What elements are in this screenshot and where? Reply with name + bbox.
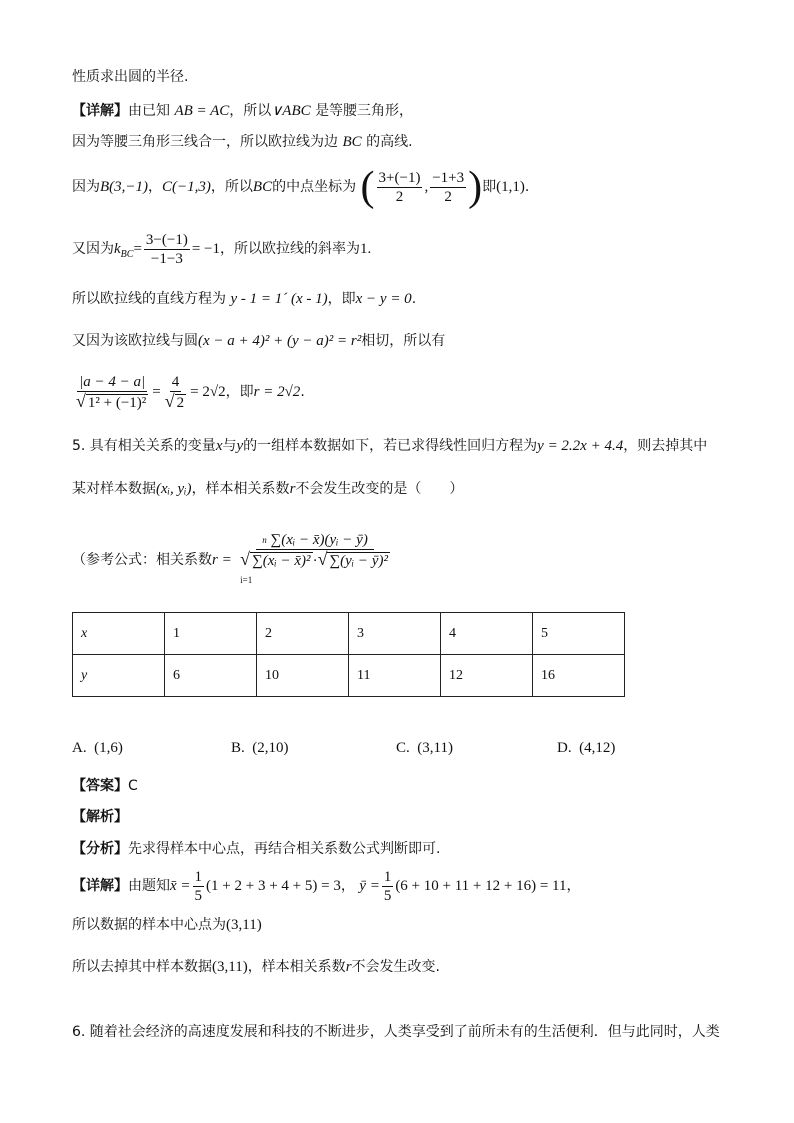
reference-formula (72, 520, 394, 600)
math: k (114, 241, 121, 257)
text: 所以去掉其中样本数据 (72, 959, 212, 975)
table-cell: 10 (257, 655, 349, 697)
math: AB = AC (174, 103, 230, 119)
text: 因为等腰三角形三线合一，所以欧拉线为边 (72, 134, 338, 150)
text: 不会发生改变. (351, 959, 440, 975)
detail-tag: 【详解】 (72, 103, 128, 119)
right-paren: ) (468, 164, 483, 210)
question-6-line (72, 1022, 720, 1042)
text: 由题知 (128, 878, 170, 894)
text: ，则去掉其中 (623, 438, 708, 454)
question-5-line-2 (72, 479, 463, 499)
fraction: $\frac{3-(-1)}{-1-3}$ (145, 231, 188, 267)
text: ，即 (327, 291, 356, 307)
math: ȳ = (359, 878, 380, 894)
math: (1,1) (496, 179, 525, 195)
text: 的一组样本数据如下，若已求得线性回归方程为 (243, 438, 538, 454)
left-paren: ( (360, 164, 375, 210)
math: (3,11) (212, 959, 248, 975)
math: = 2√2 (190, 384, 226, 400)
fraction: $\frac{1}{5}$ (383, 868, 392, 904)
answer-line (72, 776, 138, 796)
option-a: A. (1,6) (72, 740, 123, 756)
text: 所以数据的样本中心点为 (72, 917, 226, 933)
text: 又因为 (72, 241, 114, 257)
math: B(3,−1) (100, 179, 149, 195)
text: . (411, 291, 417, 307)
text: ， (340, 878, 355, 894)
fraction: $\frac{1}{5}$ (194, 868, 203, 904)
text: 因为 (72, 179, 100, 195)
text: 是等腰三角形， (315, 103, 414, 119)
text: 相切，所以有 (361, 333, 446, 349)
text: 的中点坐标为 (272, 179, 357, 195)
table-cell: 4 (441, 613, 533, 655)
text-line (72, 229, 371, 275)
math: y = 2.2x + 4.4 (537, 438, 624, 454)
text: ，即 (225, 384, 254, 400)
text: （参考公式：相关系数 (72, 552, 212, 568)
text: 性质求出圆的半径. (72, 69, 189, 85)
fraction: $\frac{4}{√ 2}$ (164, 373, 185, 411)
text: 又因为该欧拉线与圆 (72, 333, 198, 349)
question-5-line-1 (72, 436, 707, 456)
math: = (133, 241, 142, 257)
option-d: D. (4,12) (557, 740, 616, 756)
detail-line (72, 864, 581, 908)
text: 所以欧拉线的直线方程为 (72, 291, 226, 307)
math: (x − a + 4)² + (y − a)² = r² (198, 333, 362, 349)
fenxi-line (72, 839, 440, 859)
math: ∨ABC (271, 103, 311, 119)
math: BC (252, 179, 273, 195)
text: 的高线. (366, 134, 413, 150)
text: 即 (482, 179, 497, 195)
fraction: $\frac{3+(-1)}{2}$ (378, 169, 421, 205)
fraction: $\frac{|a - 4 - a|}{\text{√ 1² + (−1)²}}$ (76, 373, 147, 411)
text-line (72, 289, 416, 309)
conclusion-line-1 (72, 915, 262, 935)
row-header-y: y (73, 655, 165, 697)
math: r (289, 481, 296, 497)
math: x (215, 438, 223, 454)
text: ，所以 (210, 179, 253, 195)
text: . (300, 384, 305, 400)
row-header-x: x (73, 613, 165, 655)
table-row (73, 655, 625, 697)
text: . (524, 179, 530, 195)
text-line (72, 101, 413, 121)
text-line (72, 368, 305, 416)
table-row (73, 613, 625, 655)
conclusion-line-2 (72, 957, 440, 977)
text: ， (566, 878, 581, 894)
answer-value: C (128, 778, 138, 794)
text: ， (148, 179, 163, 195)
data-table (72, 612, 625, 697)
math: (1 + 2 + 3 + 4 + 5) = 3 (206, 878, 341, 894)
subscript: BC (120, 248, 134, 260)
math: = (152, 384, 161, 400)
answer-tag: 【答案】 (72, 778, 128, 794)
option-b: B. (2,10) (231, 740, 289, 756)
math: (3,11) (226, 917, 262, 933)
text: ，所以 (229, 103, 272, 119)
analysis-tag: 【解析】 (72, 809, 128, 825)
analysis-line (72, 807, 128, 827)
math: = −1 (191, 241, 221, 257)
table-cell: 3 (349, 613, 441, 655)
table-cell: 1 (165, 613, 257, 655)
math: y (236, 438, 244, 454)
text: ，所以欧拉线的斜率为 (220, 241, 361, 257)
text: 6. 随着社会经济的高速度发展和科技的不断进步，人类享受到了前所未有的生活便利．但与此同时，人类 (72, 1024, 720, 1040)
table-cell: 16 (533, 655, 625, 697)
detail-tag: 【详解】 (72, 878, 128, 894)
table-cell: 2 (257, 613, 349, 655)
math: x̄ = (170, 878, 191, 894)
math: x − y = 0 (355, 291, 412, 307)
math: r = (212, 552, 232, 568)
table-cell: 12 (441, 655, 533, 697)
table-cell: 6 (165, 655, 257, 697)
text-line (72, 132, 413, 152)
correlation-fraction: $^n$ ∑(xᵢ − x̄)(yᵢ − ȳ) √ ∑(xᵢ − x̄)² ·√ ∑(yᵢ − ȳ)² i=1 (240, 532, 388, 585)
text: ，样本相关系数 (191, 481, 290, 497)
text: 与 (222, 438, 237, 454)
text: ，样本相关系数 (247, 959, 346, 975)
math: y - 1 = 1´ (x - 1) (230, 291, 328, 307)
text: 某对样本数据 (72, 481, 156, 497)
text: 由已知 (128, 103, 170, 119)
text-line: 因为B(3,−1)，C(−1,3)，所以BC的中点坐标为 ( $\frac{3+(-1)}{2}$ , $\frac{-1+3}{2}$ )即(1,1). (72, 164, 530, 210)
table-cell: 5 (533, 613, 625, 655)
text-line (72, 67, 188, 87)
math: BC (342, 134, 362, 150)
fenxi-tag: 【分析】 (72, 841, 128, 857)
math: (6 + 10 + 11 + 12 + 16) = 11 (395, 878, 567, 894)
math: r (345, 959, 352, 975)
math: C(−1,3) (162, 179, 211, 195)
text: 先求得样本中心点，再结合相关系数公式判断即可. (128, 841, 441, 857)
table-cell: 11 (349, 655, 441, 697)
math: r = 2√2 (253, 384, 301, 400)
math: (xᵢ, yᵢ) (156, 481, 192, 497)
option-c: C. (3,11) (396, 740, 453, 756)
math: 1. (360, 241, 372, 257)
text: 5. 具有相关关系的变量 (72, 438, 216, 454)
fraction: $\frac{-1+3}{2}$ (432, 169, 465, 205)
text: 不会发生改变的是（ ） (295, 481, 464, 497)
text-line (72, 331, 445, 351)
